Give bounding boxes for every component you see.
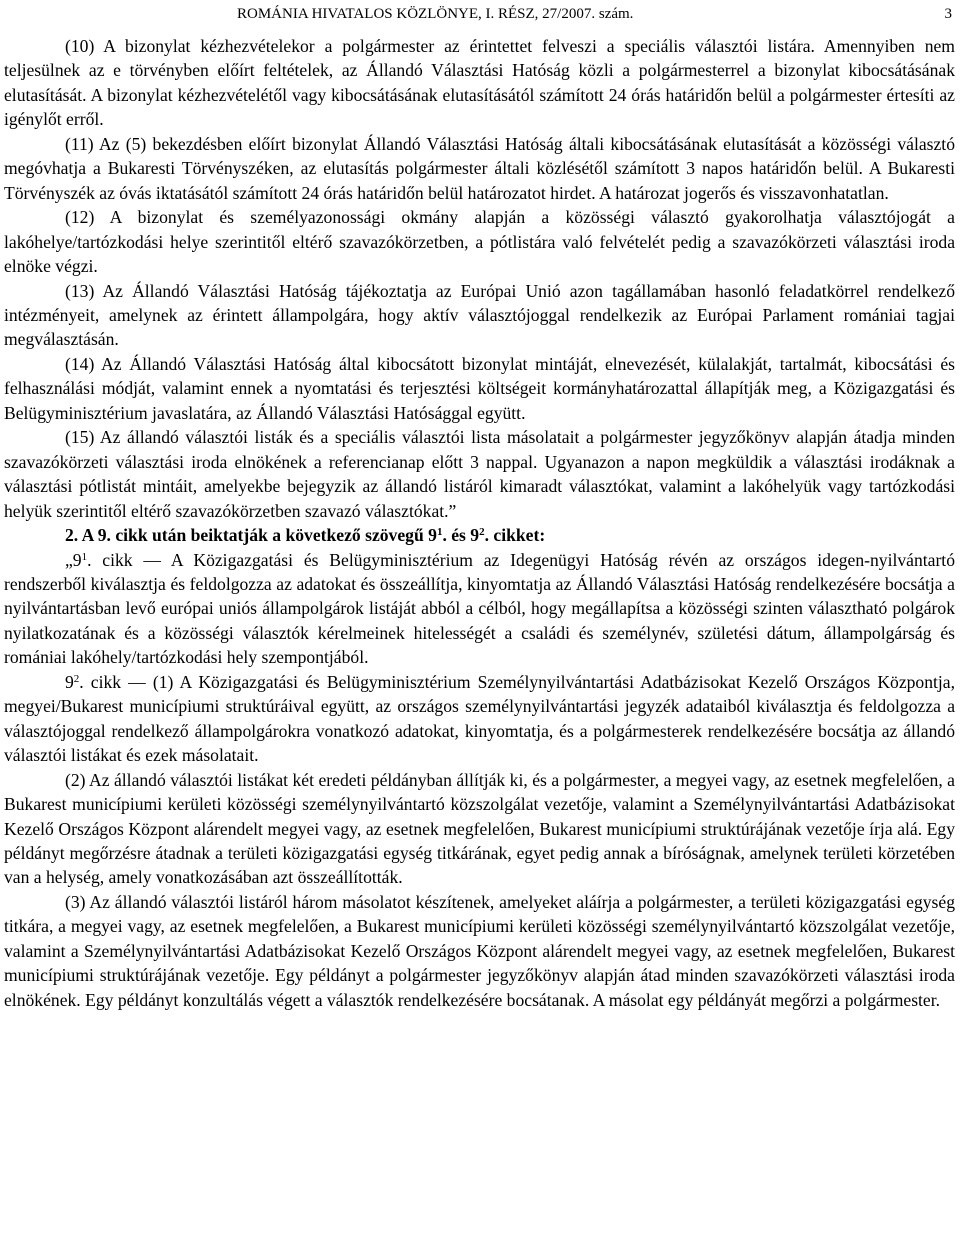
document-body bbox=[4, 34, 955, 1012]
article-9-2 bbox=[4, 670, 955, 768]
article-9-1 bbox=[4, 548, 955, 670]
paragraph-13: (13) Az Állandó Választási Hatóság tájékoztatja az Európai Unió azon tagállamában hasonló feladatkörrel rendelkező intézményeit, amelynek az érintett állampolgára, hogy aktív választójoggal rendelkezik az Európai Parlament romániai tagjai megválasztásán. bbox=[4, 280, 955, 350]
paragraph-11: (11) Az (5) bekezdésben előírt bizonylat Állandó Választási Hatóság általi kibocsátásának elutasítását a közösségi választó megóvhatja a Bukaresti Törvényszéken, az elutasítás polgármester általi közlésétől számított 3 napos határidőn belül. A Bukaresti Törvényszék az óvás iktatásától számított 24 órás határidőn belül határozatot hirdet. A határozat jogerős és visszavonhatatlan. bbox=[4, 133, 955, 203]
page-number: 3 bbox=[944, 6, 952, 22]
amendment-suffix: . cikket: bbox=[484, 525, 546, 546]
gazette-title: ROMÁNIA HIVATALOS KÖZLÖNYE, I. RÉSZ, 27/2007. szám. bbox=[237, 6, 634, 22]
amendment-prefix: 2. A 9. cikk után beiktatják a következő szövegű 9 bbox=[65, 525, 437, 546]
paragraph-10: (10) A bizonylat kézhezvételekor a polgármester az érintettet felveszi a speciális választói listára. Amennyiben nem teljesülnek az e törvényben előírt feltételek, az Állandó Választási Hatóság közli a polgármesterrel a bizonylat kibocsátásának elutasítását. A bizonylat kézhezvételétől vagy kibocsátásának elutasításától számított 24 órás határidőn belül a polgármester értesíti az igénylőt erről. bbox=[4, 36, 955, 130]
amendment-point-2 bbox=[4, 523, 955, 547]
article-9-1-prefix: „9 bbox=[65, 549, 82, 570]
article-9-2-paragraph-3: (3) Az állandó választói listáról három másolatot készítenek, amelyeket aláírja a polgármester, a területi közigazgatási egység titkára, a megyei vagy, az esetnek megfelelően, a Bukarest municípiumi kerületi közösségi személynyilvántartó közszolgálat vezetője, valamint a Személynyilvántartási Adatbázisokat Kezelő Országos Központ alárendelt megyei vagy, az esetnek megfelelően, Bukarest municípiumi struktúrájának vezetője. Egy példányt a polgármester jegyzőkönyv alapján átad minden szavazókörzeti választási iroda elnökének. Egy példányt konzultálás végett a választók rendelkezésére bocsátanak. A másolat egy példányát megőrzi a polgármester. bbox=[4, 891, 955, 1010]
amendment-sup-2: 2 bbox=[479, 526, 485, 539]
paragraph-12: (12) A bizonylat és személyazonossági okmány alapján a közösségi választó gyakorolhatja választójogát a lakóhelye/tartózkodási helye szerintitől eltérő szavazókörzetben, a pótlistára való felvételét pedig a szavazókörzeti választási iroda elnöke végzi. bbox=[4, 207, 955, 277]
amendment-sup-1: 1 bbox=[436, 526, 443, 539]
page-header bbox=[0, 6, 960, 26]
article-9-2-sup: 2 bbox=[73, 672, 80, 685]
paragraph-14: (14) Az Állandó Választási Hatóság által kibocsátott bizonylat mintáját, elnevezését, külalakját, tartalmát, kibocsátási és felhasználási módját, valamint ennek a nyomtatási és terjesztési költségeit kormányhatározattal állapítják meg, a Közigazgatási és Belügyminisztérium javaslatára, az Állandó Választási Hatósággal együtt. bbox=[4, 353, 955, 423]
article-9-1-sup: 1 bbox=[81, 550, 88, 563]
article-9-1-text: . cikk — A Közigazgatási és Belügyminisztérium az Idegenügyi Hatóság révén az országos idegen-nyilvántartó rendszerből kiválasztja és feldolgozza az adatokat és összeállítja, kinyomtatja az Állandó Választási Hatóság rendelkezésére bocsátja a nyilvántartásban levő európai uniós állampolgárok listáját abból a célból, hogy megállapítsa a közösségi szinten választható polgárok nyilatkozatának és a közösségi választók kérelmeinek hitelességét a családi és személynév, születési dátum, állampolgárság és romániai lakóhely/tartózkodási hely szempontjából. bbox=[4, 549, 955, 668]
article-9-2-paragraph-2: (2) Az állandó választói listákat két eredeti példányban állítják ki, és a polgármester, a megyei vagy, az esetnek megfelelően, a Bukarest municípiumi kerületi közösségi személynyilvántartó közszolgálat vezetője, valamint a Személynyilvántartási Adatbázisokat Kezelő Országos Központ alárendelt megyei vagy, az esetnek megfelelően, Bukarest municípiumi struktúrájának vezetője írja alá. Egy példányt megőrzésre átadnak a területi közigazgatási egység titkárának, egyet pedig annak a bíróságnak, amelynek területi körzetében van a helység, amely vonatkozásában azt összeállították. bbox=[4, 769, 955, 888]
article-9-2-text: . cikk — (1) A Közigazgatási és Belügyminisztérium Személynyilvántartási Adatbázisokat Kezelő Országos Központja, megyei/Bukarest municípiumi struktúráival együtt, az országos személynyilvántartási jegyzék adataiból kiválasztja és feldolgozza a választójoggal rendelkező állampolgárokra vonatkozó adatokat, kinyomtatja, és a polgármesterek rendelkezésére bocsátja az állandó választói listákat és ezek másolatait. bbox=[4, 671, 955, 766]
amendment-middle: . és 9 bbox=[442, 525, 480, 546]
article-9-2-prefix: 9 bbox=[65, 671, 74, 692]
paragraph-15: (15) Az állandó választói listák és a speciális választói lista másolatait a polgármester jegyzőkönyv alapján átadja minden szavazókörzeti választási iroda elnökének a referencianap előtt 3 nappal. Ugyanazon a napon megküldik a választási irodáknak a választási pótlistát mintáit, amelyekbe bejegyzik az állandó listáról kimaradt választókat, valamint a lakóhelyük vagy tartózkodási helyük szerintitől eltérő szavazókörzetben szavazó választókat.” bbox=[4, 427, 955, 521]
